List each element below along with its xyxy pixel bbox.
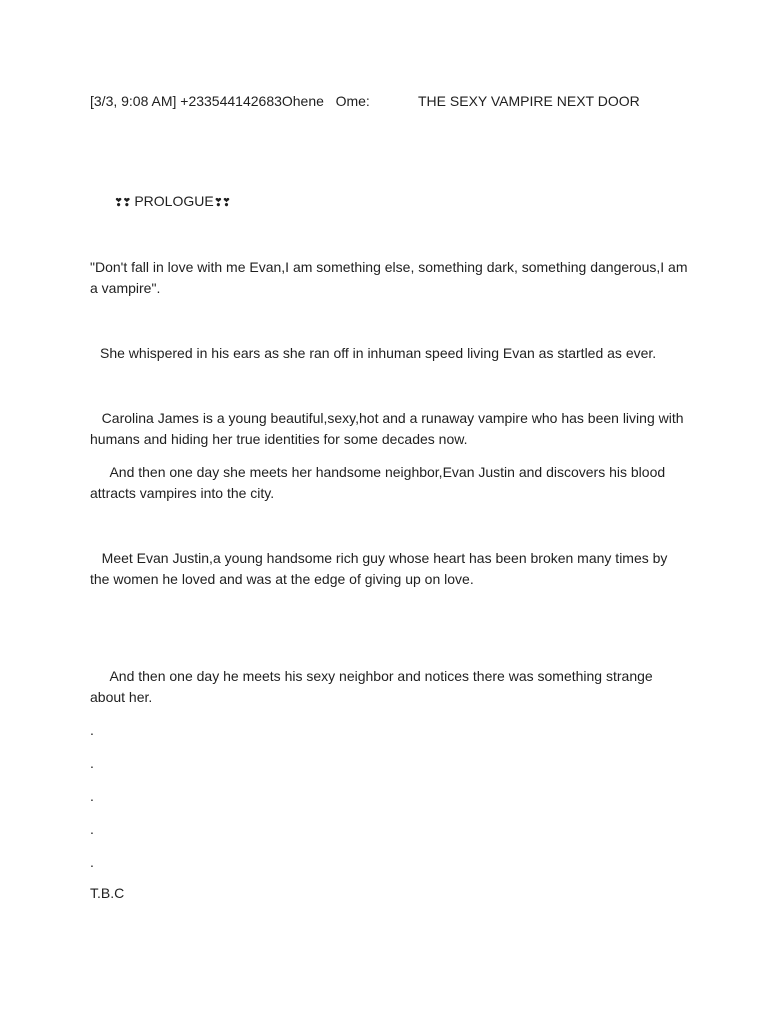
paragraph-evan: Meet Evan Justin,a young handsome rich guy whose heart has been broken many times by the women he loved and was at the edge of giving up on love. xyxy=(90,550,672,587)
ellipsis-dot: . xyxy=(90,722,94,738)
paragraph-carolina: Carolina James is a young beautiful,sexy,hot and a runaway vampire who has been living with humans and hiding her true identities for some decades now. xyxy=(90,410,688,447)
paragraph-whisper: She whispered in his ears as she ran off in inhuman speed living Evan as startled as ever. xyxy=(100,345,657,361)
ellipsis-dot: . xyxy=(90,821,94,837)
story-title: THE SEXY VAMPIRE NEXT DOOR xyxy=(418,93,640,109)
paragraph-quote: "Don't fall in love with me Evan,I am something else, something dark, something dangerous,I am a vampire". xyxy=(90,259,692,296)
heart-ornament-icon: ❣❣ xyxy=(114,196,131,209)
prologue-heading xyxy=(114,191,714,213)
paragraph-neighbor: And then one day she meets her handsome neighbor,Evan Justin and discovers his blood attracts vampires into the city. xyxy=(90,464,670,501)
paragraph-strange: And then one day he meets his sexy neighbor and notices there was something strange about her. xyxy=(90,668,657,705)
ellipsis-dot: . xyxy=(90,755,94,771)
to-be-continued: T.B.C xyxy=(90,885,125,901)
message-sender: [3/3, 9:08 AM] +233544142683Ohene Ome: xyxy=(90,93,370,109)
ellipsis-dot: . xyxy=(90,854,94,870)
heart-ornament-icon: ❣❣ xyxy=(213,196,231,209)
ellipsis-dot: . xyxy=(90,788,94,804)
prologue-label: PROLOGUE xyxy=(134,193,214,209)
